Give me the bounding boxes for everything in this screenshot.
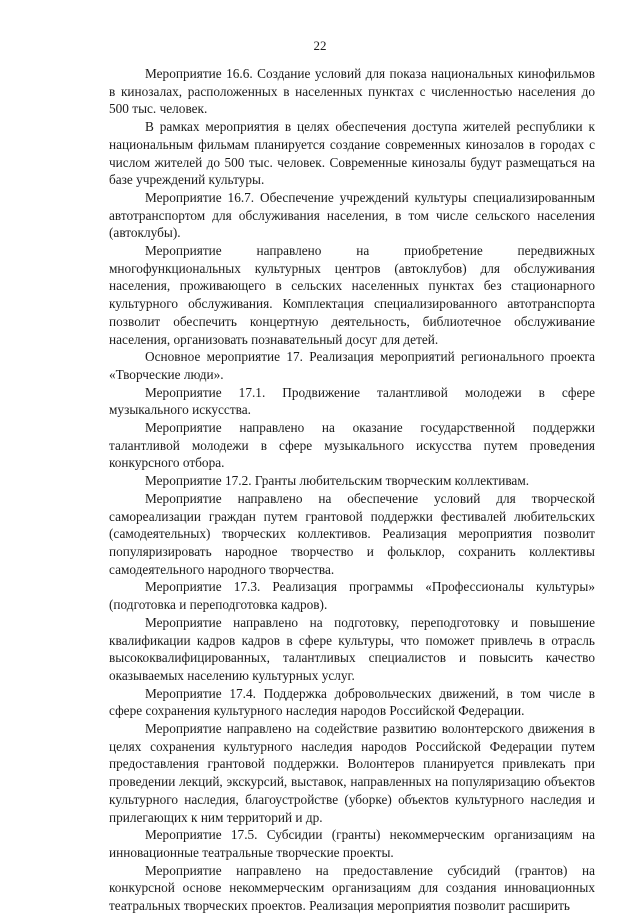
paragraph-17-2-description: Мероприятие направлено на обеспечение условий для творческой самореализации граждан путем грантовой поддержки фестивалей любительских (самодеятельных) творческих коллективов. Реализация мероприятия позволит популяризировать народное творчество и фольклор, сохранить коллективы самодеятельного народного творчества. bbox=[109, 490, 595, 577]
paragraph-16-7-description: Мероприятие направлено на приобретение передвижных многофункциональных культурных центров (автоклубов) для обслуживания населения, проживающего в сельских населенных пунктах без стационарного культурного обслуживания. Комплектация специализированного автотранспорта позволит обеспечить концертную деятельность, библиотечное обслуживание населения, организовать познавательный досуг для детей. bbox=[109, 243, 595, 347]
paragraph-17-5-title: Мероприятие 17.5. Субсидии (гранты) некоммерческим организациям на инновационные театральные творческие проекты. bbox=[109, 827, 595, 860]
paragraph-17-4-title: Мероприятие 17.4. Поддержка добровольческих движений, в том числе в сфере сохранения культурного наследия народов Российской Федерации. bbox=[109, 685, 595, 719]
paragraph-16-6-title: Мероприятие 16.6. Создание условий для показа национальных кинофильмов в кинозалах, расположенных в населенных пунктах с численностью населения до 500 тыс. человек. bbox=[109, 66, 595, 117]
paragraph-17-2-title: Мероприятие 17.2. Гранты любительским творческим коллективам. bbox=[145, 473, 530, 489]
page-number: 22 bbox=[313, 38, 327, 53]
paragraph-16-7-title: Мероприятие 16.7. Обеспечение учреждений культуры специализированным автотранспортом для обслуживания населения, в том числе сельского населения (автоклубы). bbox=[109, 189, 595, 241]
document-body bbox=[109, 65, 595, 915]
paragraph-17-main-title: Основное мероприятие 17. Реализация мероприятий регионального проекта «Творческие люди». bbox=[109, 349, 595, 382]
paragraph-17-4-description: Мероприятие направлено на содействие развитию волонтерского движения в целях сохранения культурного наследия народов Российской Федерации путем предоставления грантовой поддержки. Волонтеров планируется привлекать при проведении лекций, экскурсий, выставок, направленных на популяризацию объектов культурного наследия, благоустройстве (уборке) объектов культурного наследия и прилегающих к ним территорий и др. bbox=[109, 721, 595, 825]
paragraph-17-3-description: Мероприятие направлено на подготовку, переподготовку и повышение квалификации кадров кадров в сфере культуры, что поможет привлечь в отрасль высококвалифицированных, талантливых специалистов и повысить качество оказываемых населению культурных услуг. bbox=[109, 614, 595, 683]
paragraph-17-3-title: Мероприятие 17.3. Реализация программы «Профессионалы культуры» (подготовка и переподготовка кадров). bbox=[109, 579, 595, 613]
paragraph-17-1-title: Мероприятие 17.1. Продвижение талантливой молодежи в сфере музыкального искусства. bbox=[109, 384, 595, 418]
paragraph-17-5-description: Мероприятие направлено на предоставление субсидий (грантов) на конкурсной основе некоммерческим организациям для создания инновационных театральных творческих проектов. Реализация мероприятия позволит расширить bbox=[109, 862, 595, 914]
paragraph-16-6-description: В рамках мероприятия в целях обеспечения доступа жителей республики к национальным фильмам планируется создание современных кинозалов в городах с числом жителей до 500 тыс. человек. Современные кинозалы будут размещаться на базе учреждений культуры. bbox=[109, 119, 595, 188]
paragraph-17-1-description: Мероприятие направлено на оказание государственной поддержки талантливой молодежи в сфере музыкального искусства путем проведения конкурсного отбора. bbox=[109, 420, 595, 471]
